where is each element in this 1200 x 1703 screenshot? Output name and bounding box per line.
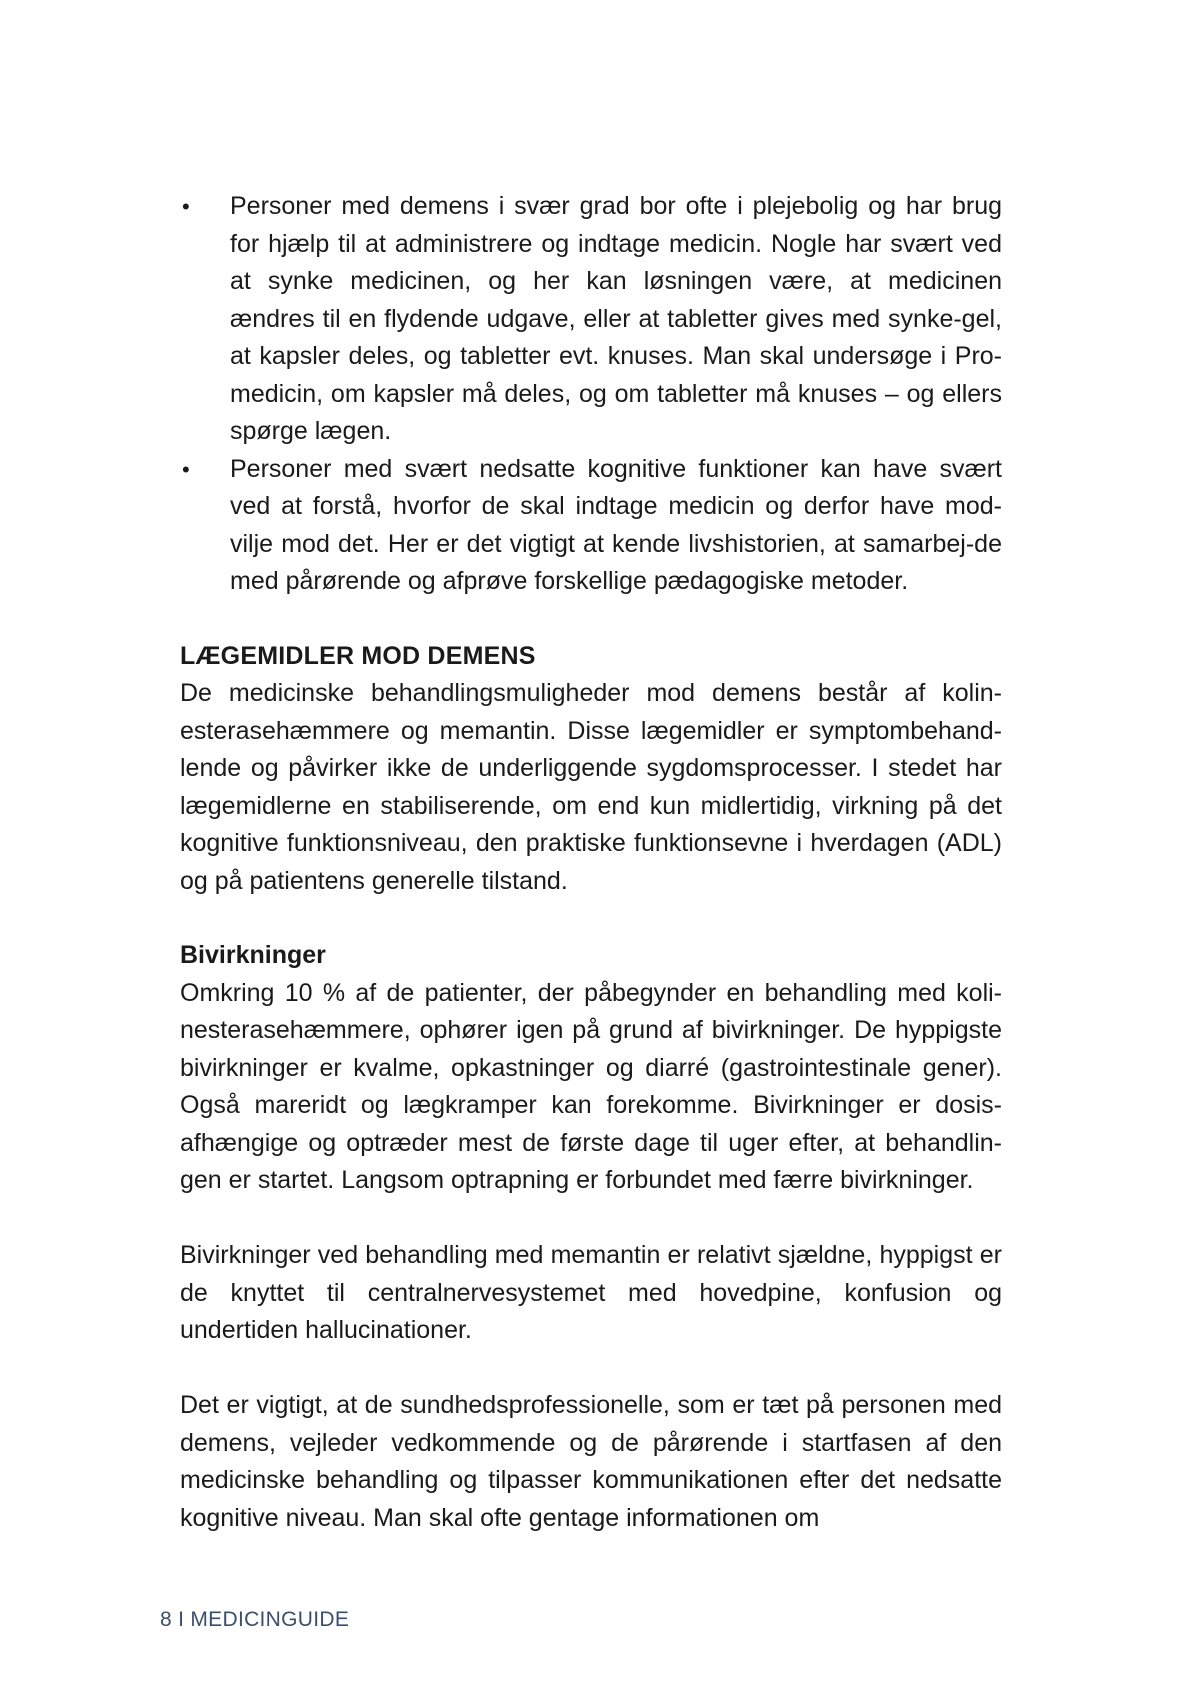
bullet-list [180, 188, 1002, 601]
bullet-text: Personer med svært nedsatte kognitive funktioner kan have svært ved at forstå, hvorfor de skal indtage medicin og derfor have mod-vilje mod det. Her er det vigtigt at kende livshistorien, at samarbej-de med pårørende og afprøve forskellige pædagogiske metoder. [230, 454, 1002, 595]
list-item [180, 451, 1002, 601]
bullet-icon: • [182, 194, 190, 219]
bullet-icon: • [182, 456, 190, 482]
bullet-text: Personer med demens i svær grad bor ofte i plejebolig og har brug for hjælp til at administrere og indtage medicin. Nogle har svært ved at synke medicinen, og her kan løsningen være, at medicinen ændres til en flydende udgave, eller at tabletter gives med synke-gel, at kapsler deles, og tabletter evt. knuses. Man skal undersøge i Pro-medicin, om kapsler må deles, og om tabletter må knuses – og ellers spørge lægen. [230, 192, 1002, 445]
page-footer: 8 I MEDICINGUIDE [160, 1608, 350, 1631]
side-effects-paragraph-1: Omkring 10 % af de patienter, der påbegynder en behandling med koli-nesterasehæmmere, ophører igen på grund af bivirkninger. De hyppigste bivirkninger er kvalme, opkastninger og diarré (gastrointestinale gener). Også mareridt og lægkramper kan forekomme. Bivirkninger er dosis-afhængige og optræder mest de første dage til uger efter, at behandlin-gen er startet. Langsom optrapning er forbundet med færre bivirkninger. [180, 978, 1002, 1194]
side-effects-paragraph-3: Det er vigtigt, at de sundhedsprofessionelle, som er tæt på personen med demens, vejleder vedkommende og de pårørende i startfasen af den medicinske behandling og tilpasser kommunikationen efter det nedsatte kognitive niveau. Man skal ofte gentage informationen om [180, 1391, 1002, 1532]
section-heading: LÆGEMIDLER MOD DEMENS [180, 641, 536, 670]
list-item [180, 188, 1002, 451]
subsection-heading: Bivirkninger [180, 941, 326, 969]
page-content [180, 188, 1002, 1537]
section-paragraph: De medicinske behandlingsmuligheder mod demens består af kolin-esterasehæmmere og memantin. Disse lægemidler er symptombehand-lende og påvirker ikke de underliggende sygdomsprocesser. I stedet har lægemidlerne en stabiliserende, om end kun midlertidig, virkning på det kognitive funktionsniveau, den praktiske funktionsevne i hverdagen (ADL) og på patientens generelle tilstand. [180, 679, 1002, 895]
side-effects-paragraph-2: Bivirkninger ved behandling med memantin er relativt sjældne, hyppigst er de knyttet til centralnervesystemet med hovedpine, konfusion og undertiden hallucinationer. [180, 1241, 1002, 1344]
